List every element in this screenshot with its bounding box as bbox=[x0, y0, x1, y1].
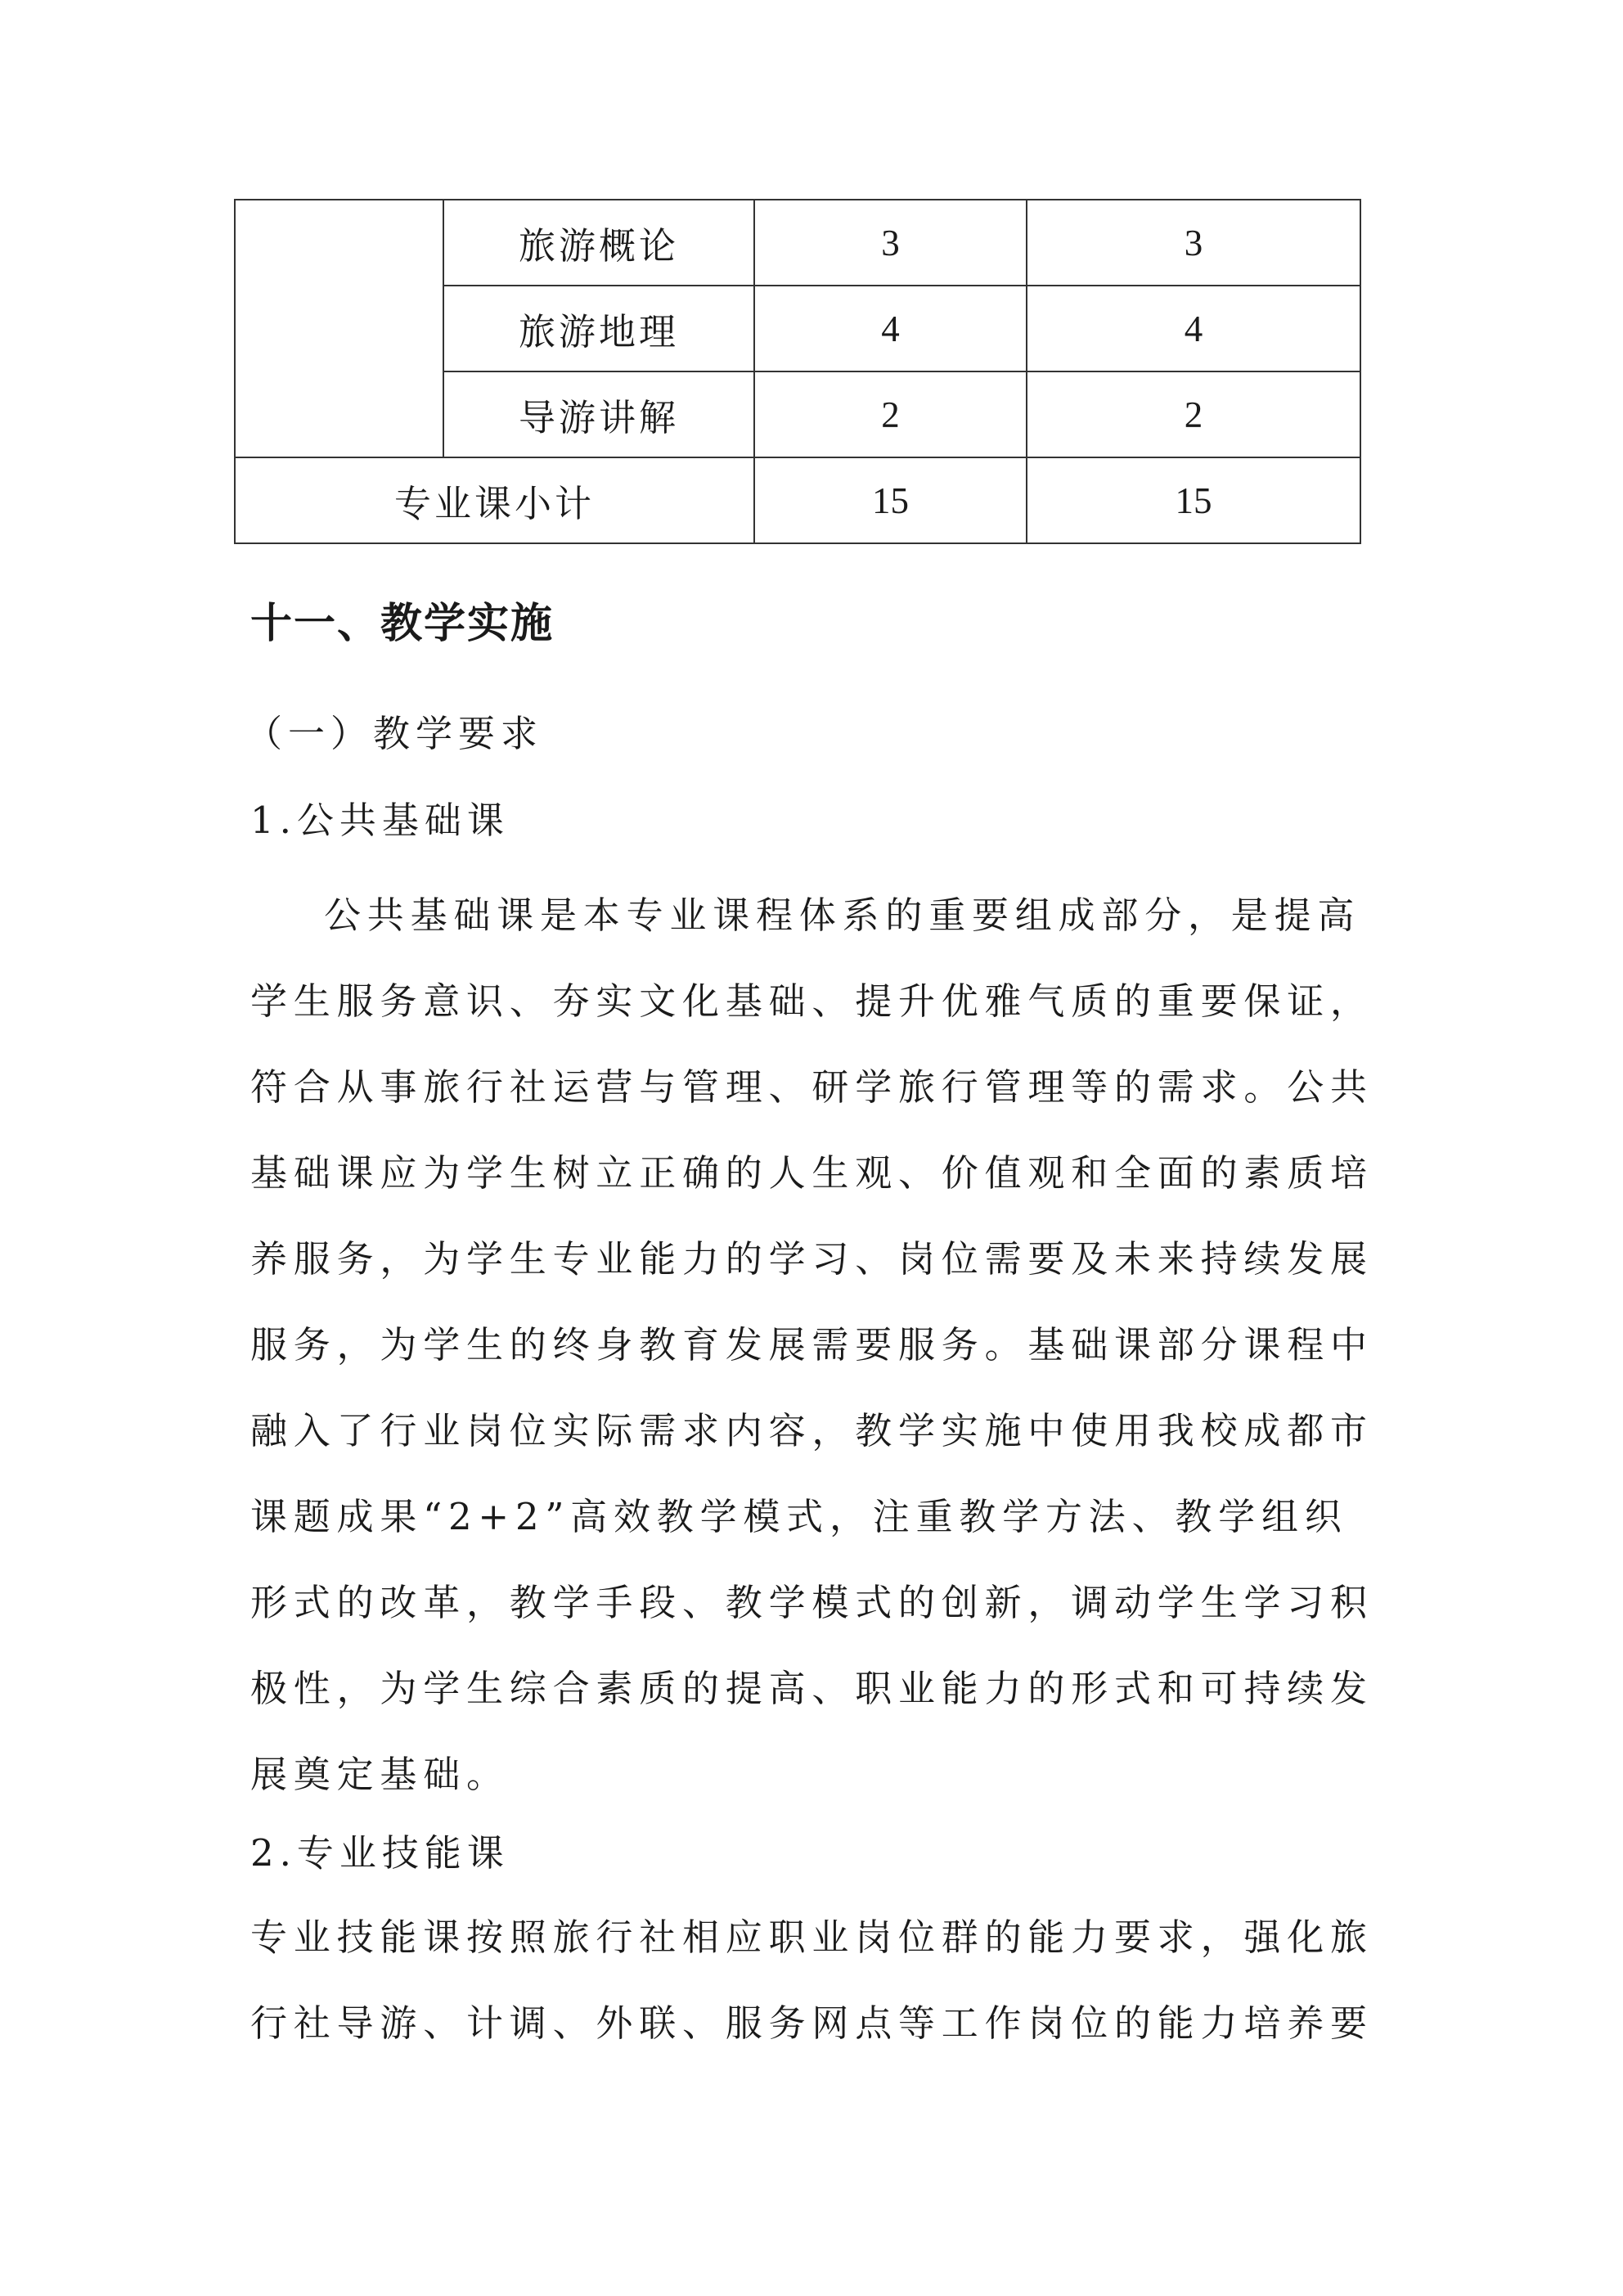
table-row bbox=[235, 200, 1360, 286]
credits-cell: 2 bbox=[1027, 371, 1360, 457]
credits-cell: 4 bbox=[754, 286, 1027, 371]
item-title: 1.公共基础课 bbox=[250, 799, 510, 842]
course-credits-table bbox=[234, 199, 1361, 544]
subtotal-label-cell: 专业课小计 bbox=[235, 457, 754, 543]
body-paragraph: 公共基础课是本专业课程体系的重要组成部分，是提高学生服务意识、夯实文化基础、提升优雅气质的重要保证，符合从事旅行社运营与管理、研学旅行管理等的需求。公共基础课应为学生树立正确的人生观、价值观和全面的素质培养服务，为学生专业能力的学习、岗位需要及未来持续发展服务，为学生的终身教育发展需要服务。基础课部分课程中融入了行业岗位实际需求内容，教学实施中使用我校成都市课题成果“2+2”高效教学模式，注重教学方法、教学组织形式的改革，教学手段、教学模式的创新，调动学生学习积极性，为学生综合素质的提高、职业能力的形式和可持续发展奠定基础。 bbox=[250, 894, 1373, 1796]
item-title: 2.专业技能课 bbox=[250, 1831, 510, 1875]
subtotal-credits-cell: 15 bbox=[1027, 457, 1360, 543]
credits-cell: 4 bbox=[1027, 286, 1360, 371]
category-cell bbox=[235, 200, 443, 457]
body-paragraph: 专业技能课按照旅行社相应职业岗位群的能力要求，强化旅行社导游、计调、外联、服务网点等工作岗位的能力培养要 bbox=[250, 1916, 1373, 2045]
course-name-cell: 旅游概论 bbox=[443, 200, 754, 286]
course-name-cell: 导游讲解 bbox=[443, 371, 754, 457]
subtotal-credits-cell: 15 bbox=[754, 457, 1027, 543]
credits-cell: 3 bbox=[754, 200, 1027, 286]
credits-cell: 3 bbox=[1027, 200, 1360, 286]
course-name-cell: 旅游地理 bbox=[443, 286, 754, 371]
sub-heading: （一）教学要求 bbox=[245, 712, 544, 755]
section-heading: 十一、教学实施 bbox=[250, 600, 555, 648]
subtotal-row bbox=[235, 457, 1360, 543]
credits-cell: 2 bbox=[754, 371, 1027, 457]
